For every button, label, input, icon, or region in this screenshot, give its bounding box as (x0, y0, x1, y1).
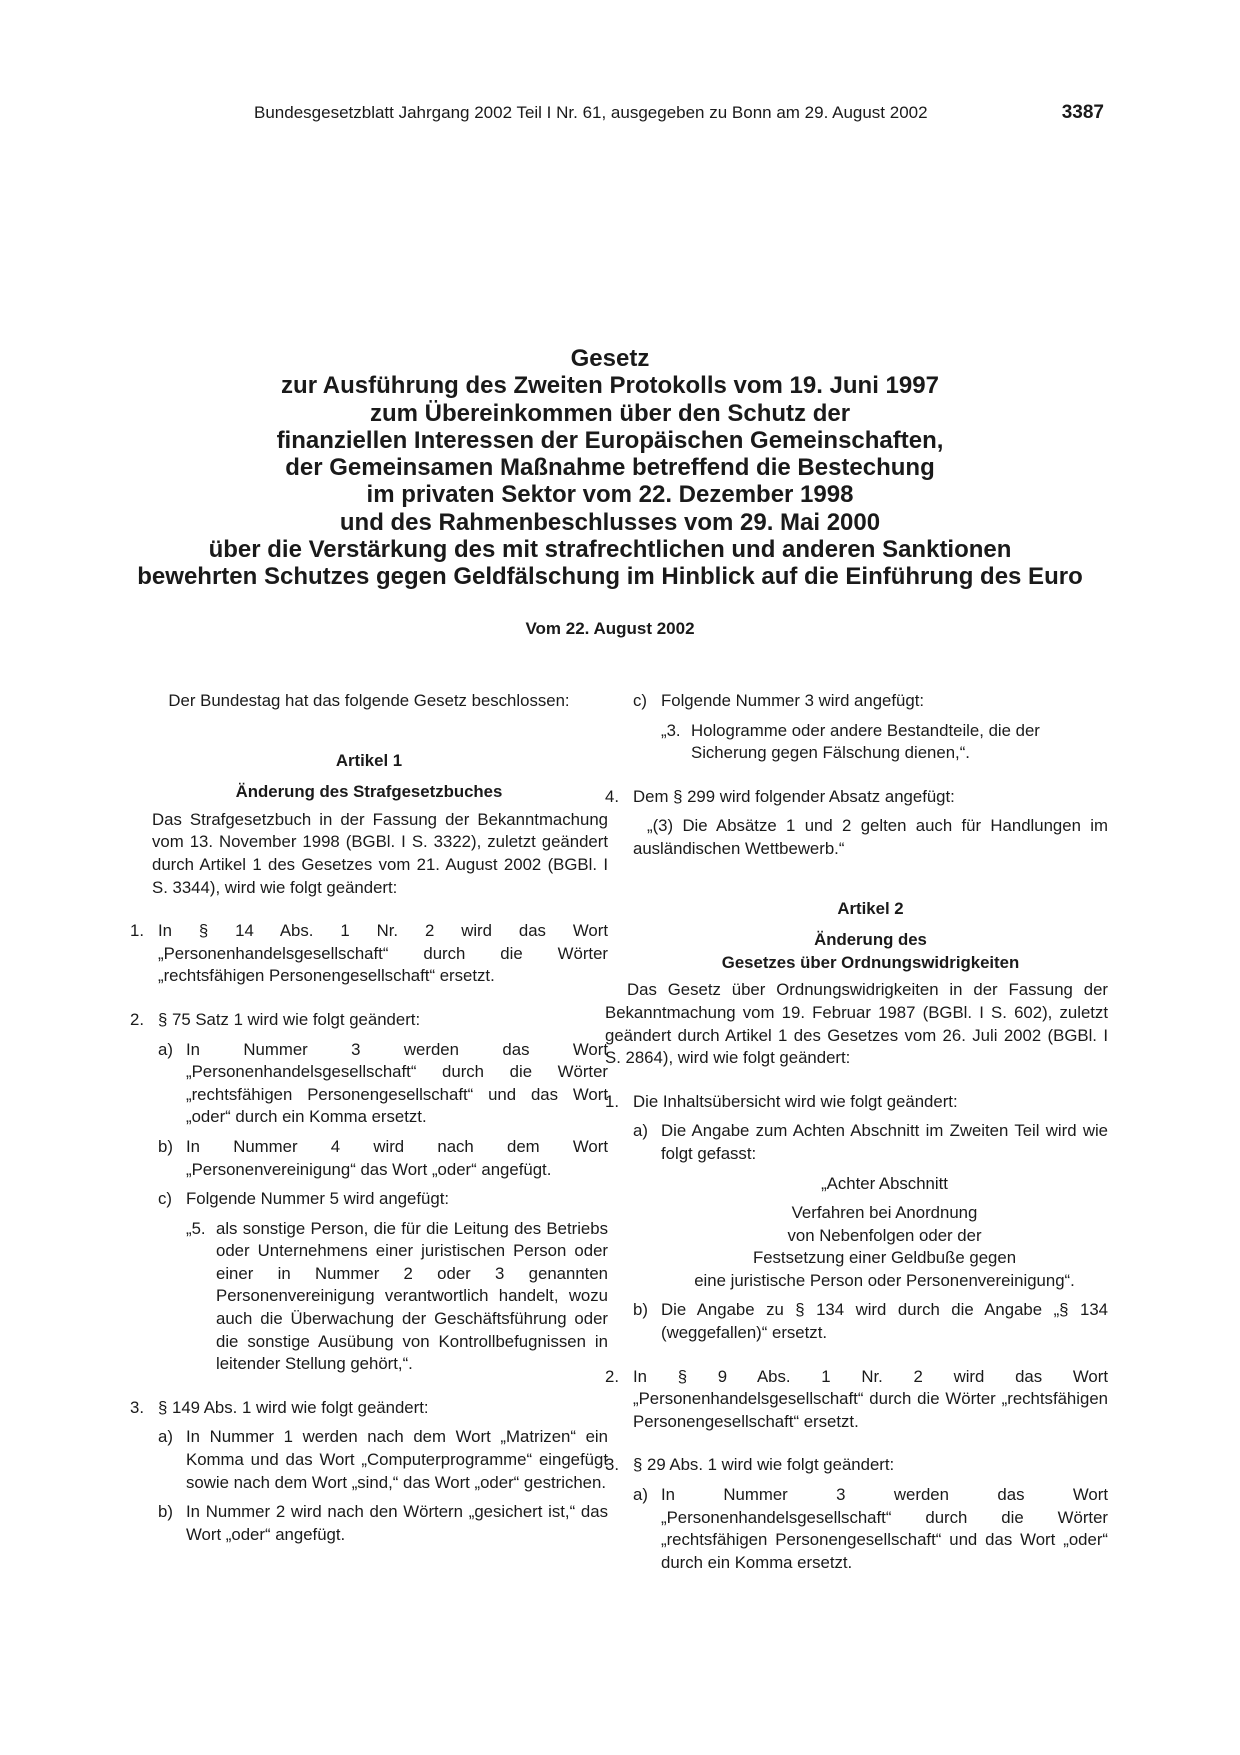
article-2-title-line: Änderung des (814, 930, 927, 950)
list-item (130, 1397, 608, 1420)
law-title (100, 345, 1120, 591)
sub-item (130, 1426, 608, 1494)
quoted-text: Hologramme oder andere Bestandteile, die der Sicherung gegen Fälschung dienen,“. (691, 720, 1040, 763)
item-text: § 29 Abs. 1 wird wie folgt geändert: (633, 1455, 895, 1475)
sub-item-text: In Nummer 4 wird nach dem Wort „Personenvereinigung“ das Wort „oder“ angefügt. (186, 1136, 608, 1179)
title-line: zur Ausführung des Zweiten Protokolls vom 19. Juni 1997 (281, 372, 939, 400)
title-line: zum Übereinkommen über den Schutz der (369, 399, 851, 427)
list-item (605, 1454, 1108, 1477)
article-1-intro: Das Strafgesetzbuch in der Fassung der Bekanntmachung vom 13. November 1998 (BGBl. I S. 3322), zuletzt geändert durch Artikel 1 des Gesetzes vom 21. August 2002 (BGBl. I S. 3344), wird wie folgt geändert: (152, 809, 608, 897)
sub-item (633, 1120, 1108, 1165)
sub-item (130, 1501, 608, 1546)
list-item (605, 1366, 1108, 1434)
title-line: im privaten Sektor vom 22. Dezember 1998 (366, 481, 854, 509)
item-number: 1. (605, 1091, 619, 1111)
sub-item-letter: a) (633, 1121, 648, 1141)
sub-item-letter: b) (158, 1136, 173, 1156)
quoted-provision (633, 720, 1108, 765)
item-number: 3. (605, 1455, 619, 1475)
item-number: 4. (605, 786, 619, 806)
item-number: 3. (130, 1397, 144, 1417)
item-text: Die Inhaltsübersicht wird wie folgt geändert: (633, 1091, 958, 1111)
quoted-heading-line: Festsetzung einer Geldbuße gegen (752, 1248, 1017, 1268)
law-date: Vom 22. August 2002 (525, 619, 695, 638)
quoted-heading-block (633, 1173, 1108, 1293)
article-1-title: Änderung des Strafgesetzbuches (235, 782, 503, 802)
sub-item-letter: a) (158, 1427, 173, 1447)
title-line: und des Rahmenbeschlusses vom 29. Mai 2000 (339, 508, 881, 536)
page-header (254, 100, 1104, 126)
title-line: bewehrten Schutzes gegen Geldfälschung im Hinblick auf die Einführung des Euro (137, 563, 1083, 591)
title-line: Gesetz (570, 345, 650, 372)
quoted-heading-line: eine juristische Person oder Personenvereinigung“. (694, 1270, 1075, 1290)
running-title: Bundesgesetzblatt Jahrgang 2002 Teil I Nr. 61, ausgegeben zu Bonn am 29. August 2002 (254, 103, 928, 122)
sub-item-text: In Nummer 3 werden das Wort „Personenhandelsgesellschaft“ durch die Wörter „rechtsfähigen Personengesellschaft“ und das Wort „oder“ durch ein Komma ersetzt. (186, 1039, 608, 1127)
article-2-heading: Artikel 2 (837, 898, 904, 918)
sub-item-letter: a) (158, 1039, 173, 1059)
sub-item (633, 1299, 1108, 1344)
item-text: In § 9 Abs. 1 Nr. 2 wird das Wort „Personenhandelsgesellschaft“ durch die Wörter „rechtsfähigen Personengesellschaft“ ersetzt. (633, 1366, 1108, 1431)
sub-item-text: Folgende Nummer 3 wird angefügt: (661, 691, 925, 710)
sub-item-letter: b) (158, 1502, 173, 1522)
sub-item (130, 1136, 608, 1181)
sub-item-text: In Nummer 1 werden nach dem Wort „Matrizen“ ein Komma und das Wort „Computerprogramme“ eingefügt sowie nach dem Wort „sind,“ das Wort „oder“ gestrichen. (186, 1427, 608, 1492)
item-text: In § 14 Abs. 1 Nr. 2 wird das Wort „Personenhandelsgesellschaft“ durch die Wörter „rechtsfähigen Personengesellschaft“ ersetzt. (158, 921, 608, 986)
sub-item-text: Die Angabe zu § 134 wird durch die Angabe „§ 134 (weggefallen)“ ersetzt. (661, 1300, 1108, 1343)
list-item (130, 920, 608, 988)
sub-item-letter: b) (633, 1300, 648, 1320)
right-column (605, 690, 1108, 1574)
left-column (130, 690, 608, 1546)
sub-item-letter: c) (158, 1189, 172, 1209)
quoted-number: „5. (186, 1218, 206, 1238)
item-text: § 149 Abs. 1 wird wie folgt geändert: (158, 1397, 429, 1417)
sub-item-text: Folgende Nummer 5 wird angefügt: (186, 1189, 450, 1209)
item-number: 2. (605, 1366, 619, 1386)
item-text: § 75 Satz 1 wird wie folgt geändert: (158, 1009, 421, 1029)
quoted-provision (130, 1218, 608, 1376)
title-line: finanziellen Interessen der Europäischen Gemeinschaften, (276, 426, 944, 454)
quoted-heading-line: von Nebenfolgen oder der (787, 1225, 982, 1245)
sub-item-text: In Nummer 2 wird nach den Wörtern „gesichert ist,“ das Wort „oder“ angefügt. (186, 1502, 608, 1544)
sub-item (633, 690, 1108, 713)
item-number: 1. (130, 921, 144, 941)
article-2-title-line: Gesetzes über Ordnungswidrigkeiten (721, 952, 1020, 972)
sub-item (130, 1188, 608, 1211)
sub-item-text: Die Angabe zum Achten Abschnitt im Zweiten Teil wird wie folgt gefasst: (661, 1121, 1108, 1163)
preamble: Der Bundestag hat das folgende Gesetz beschlossen: (168, 691, 570, 710)
article-2-intro: Das Gesetz über Ordnungswidrigkeiten in der Fassung der Bekanntmachung vom 19. Februar 1987 (BGBl. I S. 602), zuletzt geändert durch Artikel 1 des Gesetzes vom 26. Juli 2002 (BGBl. I S. 2864), wird wie folgt geändert: (605, 980, 1108, 1068)
list-item (605, 1091, 1108, 1114)
quoted-text: als sonstige Person, die für die Leitung des Betriebs oder Unternehmens einer juristischen Person oder einer in Nummer 2 oder 3 genannten Personenvereinigung verantwortlich handelt, wozu auch die Überwachung der Geschäftsführung oder die sonstige Ausübung von Kontrollbefugnissen in leitender Stellung gehört,“. (216, 1218, 608, 1374)
sub-item-letter: a) (633, 1485, 648, 1505)
sub-item-letter: c) (633, 691, 647, 710)
list-item (130, 1009, 608, 1032)
title-line: der Gemeinsamen Maßnahme betreffend die Bestechung (285, 454, 935, 482)
item-text: Dem § 299 wird folgender Absatz angefügt: (633, 786, 955, 806)
quoted-heading-line: Verfahren bei Anordnung (791, 1203, 978, 1223)
sub-item-text: In Nummer 3 werden das Wort „Personenhandelsgesellschaft“ durch die Wörter „rechtsfähigen Personengesellschaft“ und das Wort „oder“ durch ein Komma ersetzt. (661, 1485, 1108, 1572)
title-line: über die Verstärkung des mit strafrechtlichen und anderen Sanktionen (208, 536, 1012, 564)
list-item (605, 786, 1108, 809)
article-1-heading: Artikel 1 (335, 750, 403, 770)
quoted-paragraph: „(3) Die Absätze 1 und 2 gelten auch für Handlungen im ausländischen Wettbewerb.“ (633, 816, 1108, 858)
page-number: 3387 (1061, 102, 1104, 123)
quoted-number: „3. (661, 720, 681, 740)
item-number: 2. (130, 1009, 144, 1029)
quoted-heading-line: „Achter Abschnitt (821, 1173, 948, 1193)
sub-item (130, 1039, 608, 1129)
sub-item (633, 1484, 1108, 1574)
